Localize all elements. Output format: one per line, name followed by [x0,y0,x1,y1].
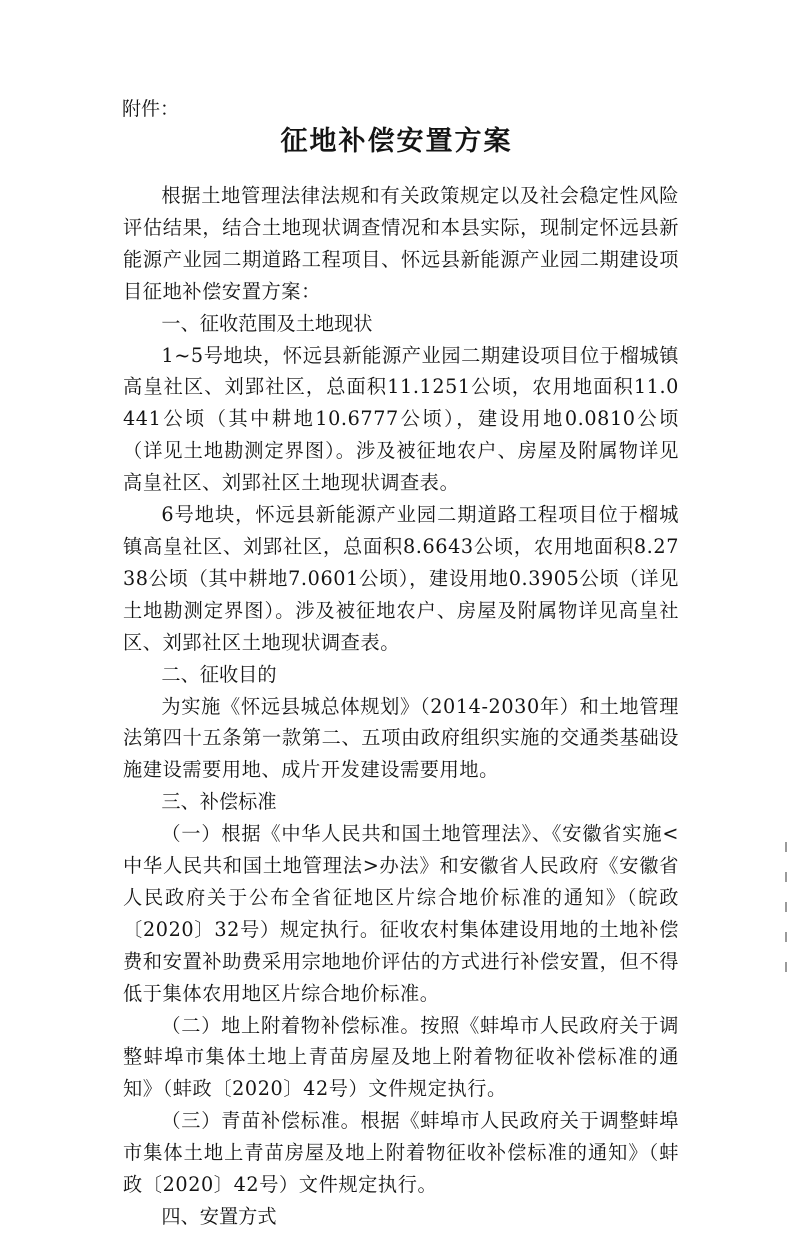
section-2-heading: 二、征收目的 [161,662,277,686]
section-1-heading: 一、征收范围及土地现状 [161,311,373,335]
section-3-paragraph-3: （三）青苗补偿标准。根据《蚌埠市人民政府关于调整蚌埠市集体土地上青苗房屋及地上附着物征收补偿标准的通知》（蚌政〔2020〕42号）文件规定执行。 [123,1109,679,1197]
section-3-heading: 三、补偿标准 [161,790,277,814]
section-2-paragraph: 为实施《怀远县城总体规划》（2014-2030年）和土地管理法第四十五条第一款第二、五项由政府组织实施的交通类基础设施建设需要用地、成片开发建设需要用地。 [123,694,679,782]
binding-mark [785,902,787,912]
binding-mark [785,842,787,852]
section-1-paragraph-2: 6号地块，怀远县新能源产业园二期道路工程项目位于榴城镇高皇社区、刘郢社区，总面积8.6643公顷，农用地面积8.2738公顷（其中耕地7.0601公顷），建设用地0.3905公顷（详见土地勘测定界图）。涉及被征地农户、房屋及附属物详见高皇社区、刘郢社区土地现状调查表。 [123,503,679,654]
section-3-paragraph-1: （一）根据《中华人民共和国土地管理法》、《安徽省实施<中华人民共和国土地管理法>办法》和安徽省人民政府《安徽省人民政府关于公布全省征地区片综合地价标准的通知》（皖政〔2020〕32号）规定执行。征收农村集体建设用地的土地补偿费和安置补助费采用宗地地价评估的方式进行补偿安置，但不得低于集体农用地区片综合地价标准。 [123,822,679,1005]
document-title: 征地补偿安置方案 [280,126,513,157]
binding-mark [785,932,787,942]
section-1-paragraph-1: 1~5号地块，怀远县新能源产业园二期建设项目位于榴城镇高皇社区、刘郢社区，总面积11.1251公顷，农用地面积11.0441公顷（其中耕地10.6777公顷），建设用地0.0810公顷（详见土地勘测定界图）。涉及被征地农户、房屋及附属物详见高皇社区、刘郢社区土地现状调查表。 [123,343,679,495]
document-body [123,180,679,1233]
intro-paragraph: 根据土地管理法律法规和有关政策规定以及社会稳定性风险评估结果，结合土地现状调查情况和本县实际，现制定怀远县新能源产业园二期道路工程项目、怀远县新能源产业园二期建设项目征地补偿安置方案： [123,184,679,303]
section-3-paragraph-2: （二）地上附着物补偿标准。按照《蚌埠市人民政府关于调整蚌埠市集体土地上青苗房屋及地上附着物征收补偿标准的通知》（蚌政〔2020〕42号）文件规定执行。 [123,1013,679,1101]
section-4-heading: 四、安置方式 [161,1205,277,1228]
binding-mark [785,872,787,882]
binding-mark [785,962,787,972]
attachment-label: 附件： [122,98,180,120]
